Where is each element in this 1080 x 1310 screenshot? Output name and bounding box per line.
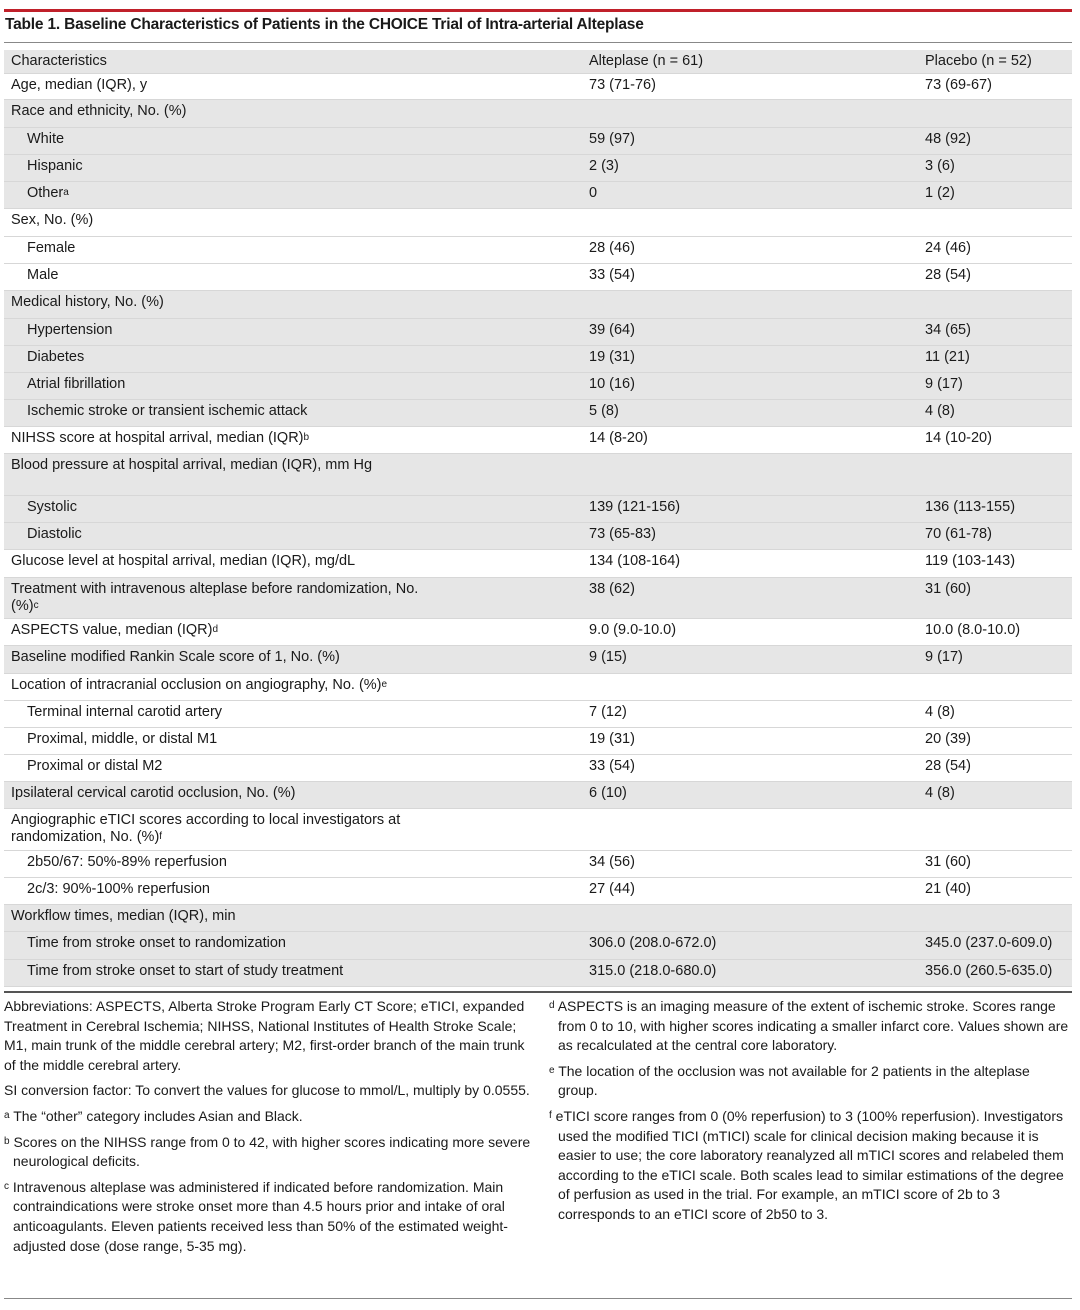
row-label [11,212,93,229]
placebo-value: 136 (113-155) [925,499,1016,515]
alteplase-value: 27 (44) [589,881,635,897]
row-label-text: Blood pressure at hospital arrival, median (IQR), mm Hg [11,457,373,473]
table-row [4,400,1072,427]
row-label-text: Ischemic stroke or transient ischemic attack [27,403,308,419]
alteplase-value: 33 (54) [589,267,635,283]
row-label-text: Time from stroke onset to randomization [27,935,286,951]
page-bottom-rule [4,1298,1072,1299]
placebo-value: 11 (21) [925,349,970,365]
table-row [4,523,1072,550]
placebo-value: 34 (65) [925,322,971,338]
placebo-value: 31 (60) [925,581,971,597]
row-label-text: Sex, No. (%) [11,212,94,228]
row-label [27,376,125,393]
footnote [549,1062,1073,1101]
row-label [27,322,112,339]
footnote-marker: b [303,432,310,443]
row-label-text: Hypertension [27,322,113,338]
placebo-value: 119 (103-143) [925,553,1016,569]
row-label-text: 2b50/67: 50%-89% reperfusion [27,854,227,870]
footnote-text: The “other” category includes Asian and Black. [13,1107,303,1124]
footnote-marker: f [159,831,163,842]
placebo-value: 24 (46) [925,240,971,256]
row-label-text: Time from stroke onset to start of study treatment [27,963,344,979]
alteplase-value: 134 (108-164) [589,553,681,569]
placebo-value: 10.0 (8.0-10.0) [925,622,1021,638]
title-divider [4,42,1072,43]
footnote-text: ASPECTS is an imaging measure of the extent of ischemic stroke. Scores range from 0 to 10, with higher scores indicating a smaller infarct core. Values shown are as recalculated at the central core laboratory. [557,998,1069,1054]
footnote-text: Intravenous alteplase was administered if indicated before randomization. Main contraindications were stroke onset more than 4.5 hours prior and intake of oral anticoagulants. Eleven patients received less than 50% of the estimated weight-adjusted dose (dose range, 5-35 mg). [12,1178,508,1254]
row-label [27,158,83,175]
table-row [4,427,1072,454]
alteplase-value: 38 (62) [589,581,635,597]
row-label-text: Terminal internal carotid artery [27,704,223,720]
footnote-marker: d [212,624,219,635]
table-row [4,496,1072,523]
alteplase-value: 39 (64) [589,322,635,338]
footnote-letter: f [549,1109,552,1121]
row-label [27,963,343,980]
alteplase-value: 315.0 (218.0-680.0) [589,963,717,979]
alteplase-value: 5 (8) [589,403,619,419]
placebo-value: 28 (54) [925,758,971,774]
table-body [4,74,1072,987]
row-label-text: ASPECTS value, median (IQR) [11,622,213,638]
alteplase-value: 34 (56) [589,854,635,870]
row-label-text: Treatment with intravenous alteplase before randomization, No. (%) [11,581,419,614]
table-row [4,755,1072,782]
table-row [4,646,1072,674]
footnote-letter: a [4,1109,10,1121]
row-label [11,294,164,311]
title-accent-rule [4,9,1072,12]
row-label [27,881,210,898]
row-label-text: Diastolic [27,526,82,542]
footnote-text: eTICI score ranges from 0 (0% reperfusion) to 3 (100% reperfusion). Investigators used the modified TICI (mTICI) scale for clinical decision making because it is easier to use; the core laboratory reanalyzed all mTICI scores and relabeled them according to the eTICI scale. Both scales lead to similar estimations of the degree of perfusion as used in the trial. For example, an mTICI score of 2b to 3 corresponds to an eTICI score of 2b50 to 3. [555,1107,1064,1222]
table-row [4,550,1072,578]
placebo-value: 1 (2) [925,185,955,201]
row-label-text: Baseline modified Rankin Scale score of 1, No. (%) [11,649,340,665]
alteplase-value: 139 (121-156) [589,499,681,515]
row-label [11,908,236,925]
table-row [4,319,1072,346]
footnote-letter: c [4,1180,9,1192]
alteplase-value: 2 (3) [589,158,619,174]
table-row [4,619,1072,646]
row-label-text: White [27,131,65,147]
placebo-value: 70 (61-78) [925,526,992,542]
row-label [11,649,340,666]
table-row [4,960,1072,987]
row-label [27,854,227,871]
placebo-value: 21 (40) [925,881,971,897]
placebo-value: 28 (54) [925,267,971,283]
alteplase-value: 7 (12) [589,704,627,720]
footnote [4,1107,532,1127]
row-label-text: Other [27,185,64,201]
table-row [4,100,1072,128]
column-header-alteplase: Alteplase (n = 61) [589,53,704,69]
footnotes-right-column [549,997,1073,1231]
row-label [27,349,84,366]
row-label-text: NIHSS score at hospital arrival, median (IQR) [11,430,304,446]
alteplase-value: 19 (31) [589,349,635,365]
row-label [27,731,217,748]
alteplase-value: 28 (46) [589,240,635,256]
row-label-text: Location of intracranial occlusion on angiography, No. (%) [11,677,382,693]
row-label-text: Male [27,267,59,283]
row-label [27,267,58,284]
row-label-text: Hispanic [27,158,83,174]
row-label [11,785,295,802]
row-label [11,677,387,694]
table-row [4,809,1072,851]
row-label-text: Atrial fibrillation [27,376,126,392]
row-label-text: Glucose level at hospital arrival, median (IQR), mg/dL [11,553,356,569]
table-bottom-rule [4,991,1072,993]
row-label [27,499,77,516]
row-label [11,103,186,120]
row-label [11,553,355,570]
placebo-value: 4 (8) [925,785,955,801]
column-header-placebo: Placebo (n = 52) [925,53,1032,69]
table-row [4,182,1072,209]
row-label [11,77,147,94]
table-row [4,74,1072,100]
table-row [4,454,1072,496]
placebo-value: 3 (6) [925,158,955,174]
table-row [4,291,1072,319]
placebo-value: 14 (10-20) [925,430,992,446]
placebo-value: 345.0 (237.0-609.0) [925,935,1053,951]
row-label [27,704,222,721]
footnote-text: Scores on the NIHSS range from 0 to 42, with higher scores indicating more severe neurological deficits. [13,1133,531,1170]
footnote [4,1133,532,1172]
alteplase-value: 9.0 (9.0-10.0) [589,622,677,638]
row-label-text: Age, median (IQR), y [11,77,148,93]
row-label [11,581,431,615]
row-label-text: Proximal or distal M2 [27,758,163,774]
alteplase-value: 19 (31) [589,731,635,747]
table-row [4,578,1072,619]
row-label-text: Proximal, middle, or distal M1 [27,731,218,747]
table-title: Table 1. Baseline Characteristics of Patients in the CHOICE Trial of Intra-arterial Alteplase [5,16,644,33]
footnote-letter: e [549,1064,555,1076]
placebo-value: 4 (8) [925,403,955,419]
alteplase-value: 306.0 (208.0-672.0) [589,935,717,951]
baseline-table [4,50,1072,987]
footnotes-left-column [4,997,532,1262]
placebo-value: 48 (92) [925,131,971,147]
footnote [4,1081,532,1101]
table-row [4,373,1072,400]
placebo-value: 9 (17) [925,376,963,392]
placebo-value: 356.0 (260.5-635.0) [925,963,1053,979]
table-row [4,128,1072,155]
row-label [27,935,286,952]
alteplase-value: 59 (97) [589,131,635,147]
row-label [11,622,218,639]
footnote [4,1178,532,1256]
row-label [11,457,431,474]
footnote [549,997,1073,1056]
table-row [4,155,1072,182]
table-row [4,209,1072,237]
row-label [27,526,82,543]
footnote-text: The location of the occlusion was not available for 2 patients in the alteplase group. [558,1062,1030,1099]
alteplase-value: 73 (71-76) [589,77,656,93]
alteplase-value: 33 (54) [589,758,635,774]
table-header-row [4,50,1072,74]
alteplase-value: 9 (15) [589,649,627,665]
table-row [4,701,1072,728]
footnote-letter: d [549,1000,555,1011]
row-label [27,240,75,257]
table-row [4,851,1072,878]
placebo-value: 20 (39) [925,731,971,747]
row-label-text: 2c/3: 90%-100% reperfusion [27,881,210,897]
column-header-characteristics: Characteristics [11,53,107,69]
alteplase-value: 73 (65-83) [589,526,656,542]
table-row [4,782,1072,809]
table-row [4,728,1072,755]
row-label-text: Diabetes [27,349,85,365]
table-row [4,237,1072,264]
row-label-text: Ipsilateral cervical carotid occlusion, No. (%) [11,785,296,801]
footnote [4,997,532,1075]
row-label-text: Systolic [27,499,77,515]
row-label-text: Medical history, No. (%) [11,294,164,310]
placebo-value: 73 (69-67) [925,77,992,93]
footnote [549,1107,1073,1225]
footnote-marker: e [381,679,388,690]
alteplase-value: 10 (16) [589,376,635,392]
footnote-text: Abbreviations: ASPECTS, Alberta Stroke Program Early CT Score; eTICI, expanded Treatment in Cerebral Ischemia; NIHSS, National Institutes of Health Stroke Scale; M1, main trunk of the middle cerebral artery; M2, first-order branch of the main trunk of the middle cerebral artery. [4,998,525,1073]
footnote-letter: b [4,1135,10,1147]
row-label [27,185,69,202]
table-row [4,932,1072,960]
row-label-text: Race and ethnicity, No. (%) [11,103,187,119]
footnote-marker: a [63,187,69,198]
alteplase-value: 14 (8-20) [589,430,648,446]
table-row [4,346,1072,373]
row-label-text: Angiographic eTICI scores according to local investigators at randomization, No. (%) [11,812,401,845]
placebo-value: 4 (8) [925,704,955,720]
alteplase-value: 6 (10) [589,785,627,801]
row-label [11,812,431,846]
table-row [4,674,1072,701]
row-label [27,758,162,775]
footnote-marker: c [33,600,39,611]
table-row [4,264,1072,291]
alteplase-value: 0 [589,185,598,201]
placebo-value: 9 (17) [925,649,963,665]
row-label-text: Workflow times, median (IQR), min [11,908,236,924]
placebo-value: 31 (60) [925,854,971,870]
row-label [27,131,64,148]
footnote-text: SI conversion factor: To convert the values for glucose to mmol/L, multiply by 0.0555. [4,1082,530,1099]
row-label [11,430,309,447]
row-label [27,403,307,420]
row-label-text: Female [27,240,76,256]
table-row [4,878,1072,905]
table-row [4,905,1072,932]
